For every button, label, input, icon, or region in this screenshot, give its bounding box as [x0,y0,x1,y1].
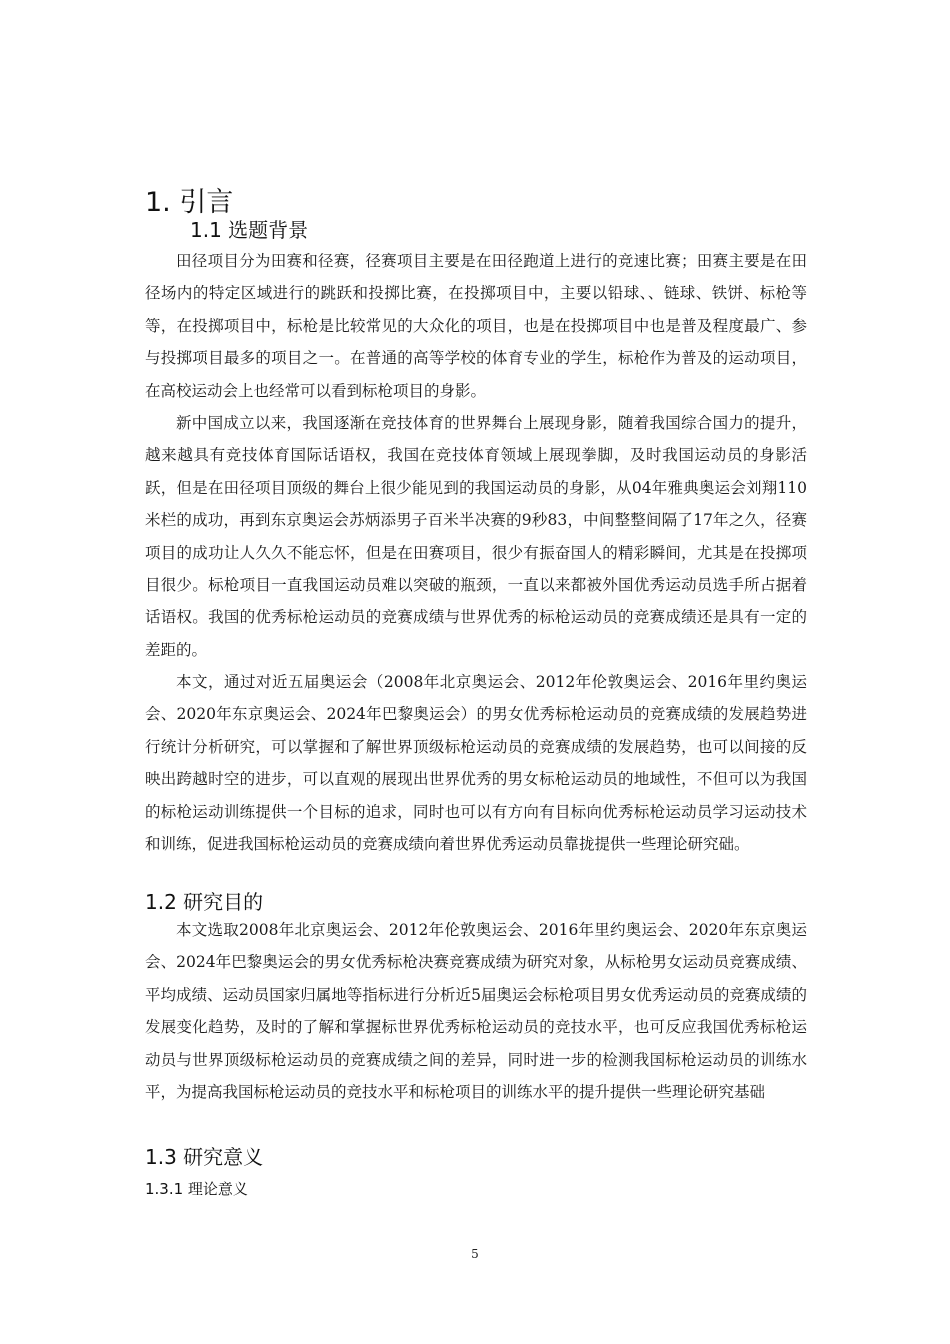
section-1-3-heading: 1.3 研究意义 [145,1145,264,1169]
section-1-2-heading: 1.2 研究目的 [145,890,264,914]
section-1-1-heading: 1.1 选题背景 [190,218,309,242]
page-number: 5 [471,1247,479,1261]
paragraph-purpose: 本文选取2008年北京奥运会、2012年伦敦奥运会、2016年里约奥运会、2020年东京奥运会、2024年巴黎奥运会的男女优秀标枪决赛竞赛成绩为研究对象，从标枪男女运动员竞赛成绩、平均成绩、运动员国家归属地等指标进行分析近5届奥运会标枪项目男女优秀运动员的竞赛成绩的发展变化趋势，及时的了解和掌握标世界优秀标枪运动员的竞技水平，也可反应我国优秀标枪运动员与世界顶级标枪运动员的竞赛成绩之间的差异，同时进一步的检测我国标枪运动员的训练水平，为提高我国标枪运动员的竞技水平和标枪项目的训练水平的提升提供一些理论研究基础 [145,921,807,1102]
paragraph-background-1: 田径项目分为田赛和径赛，径赛项目主要是在田径跑道上进行的竞速比赛；田赛主要是在田径场内的特定区域进行的跳跃和投掷比赛，在投掷项目中，主要以铅球、、链球、铁饼、标枪等等，在投掷项目中，标枪是比较常见的大众化的项目，也是在投掷项目中也是普及程度最广、参与投掷项目最多的项目之一。在普通的高等学校的体育专业的学生，标枪作为普及的运动项目，在高校运动会上也经常可以看到标枪项目的身影。 [145,252,807,400]
paragraph-background-2: 新中国成立以来，我国逐渐在竞技体育的世界舞台上展现身影，随着我国综合国力的提升，越来越具有竞技体育国际话语权，我国在竞技体育领域上展现拳脚，及时我国运动员的身影活跃，但是在田径项目顶级的舞台上很少能见到的我国运动员的身影，从04年雅典奥运会刘翔110米栏的成功，再到东京奥运会苏炳添男子百米半决赛的9秒83，中间整整间隔了17年之久，径赛项目的成功让人久久不能忘怀，但是在田赛项目，很少有振奋国人的精彩瞬间，尤其是在投掷项目很少。标枪项目一直我国运动员难以突破的瓶颈，一直以来都被外国优秀运动员选手所占据着话语权。我国的优秀标枪运动员的竞赛成绩与世界优秀的标枪运动员的竞赛成绩还是具有一定的差距的。 [145,414,807,659]
chapter-heading: 1. 引言 [145,187,234,218]
subsection-1-3-1-heading: 1.3.1 理论意义 [145,1180,248,1198]
paragraph-background-3: 本文，通过对近五届奥运会（2008年北京奥运会、2012年伦敦奥运会、2016年里约奥运会、2020年东京奥运会、2024年巴黎奥运会）的男女优秀标枪运动员的竞赛成绩的发展趋势进行统计分析研究，可以掌握和了解世界顶级标枪运动员的竞赛成绩的发展趋势，也可以间接的反映出跨越时空的进步，可以直观的展现出世界优秀的男女标枪运动员的地域性，不但可以为我国的标枪运动训练提供一个目标的追求，同时也可以有方向有目标向优秀标枪运动员学习运动技术和训练，促进我国标枪运动员的竞赛成绩向着世界优秀运动员靠拢提供一些理论研究础。 [145,673,807,854]
